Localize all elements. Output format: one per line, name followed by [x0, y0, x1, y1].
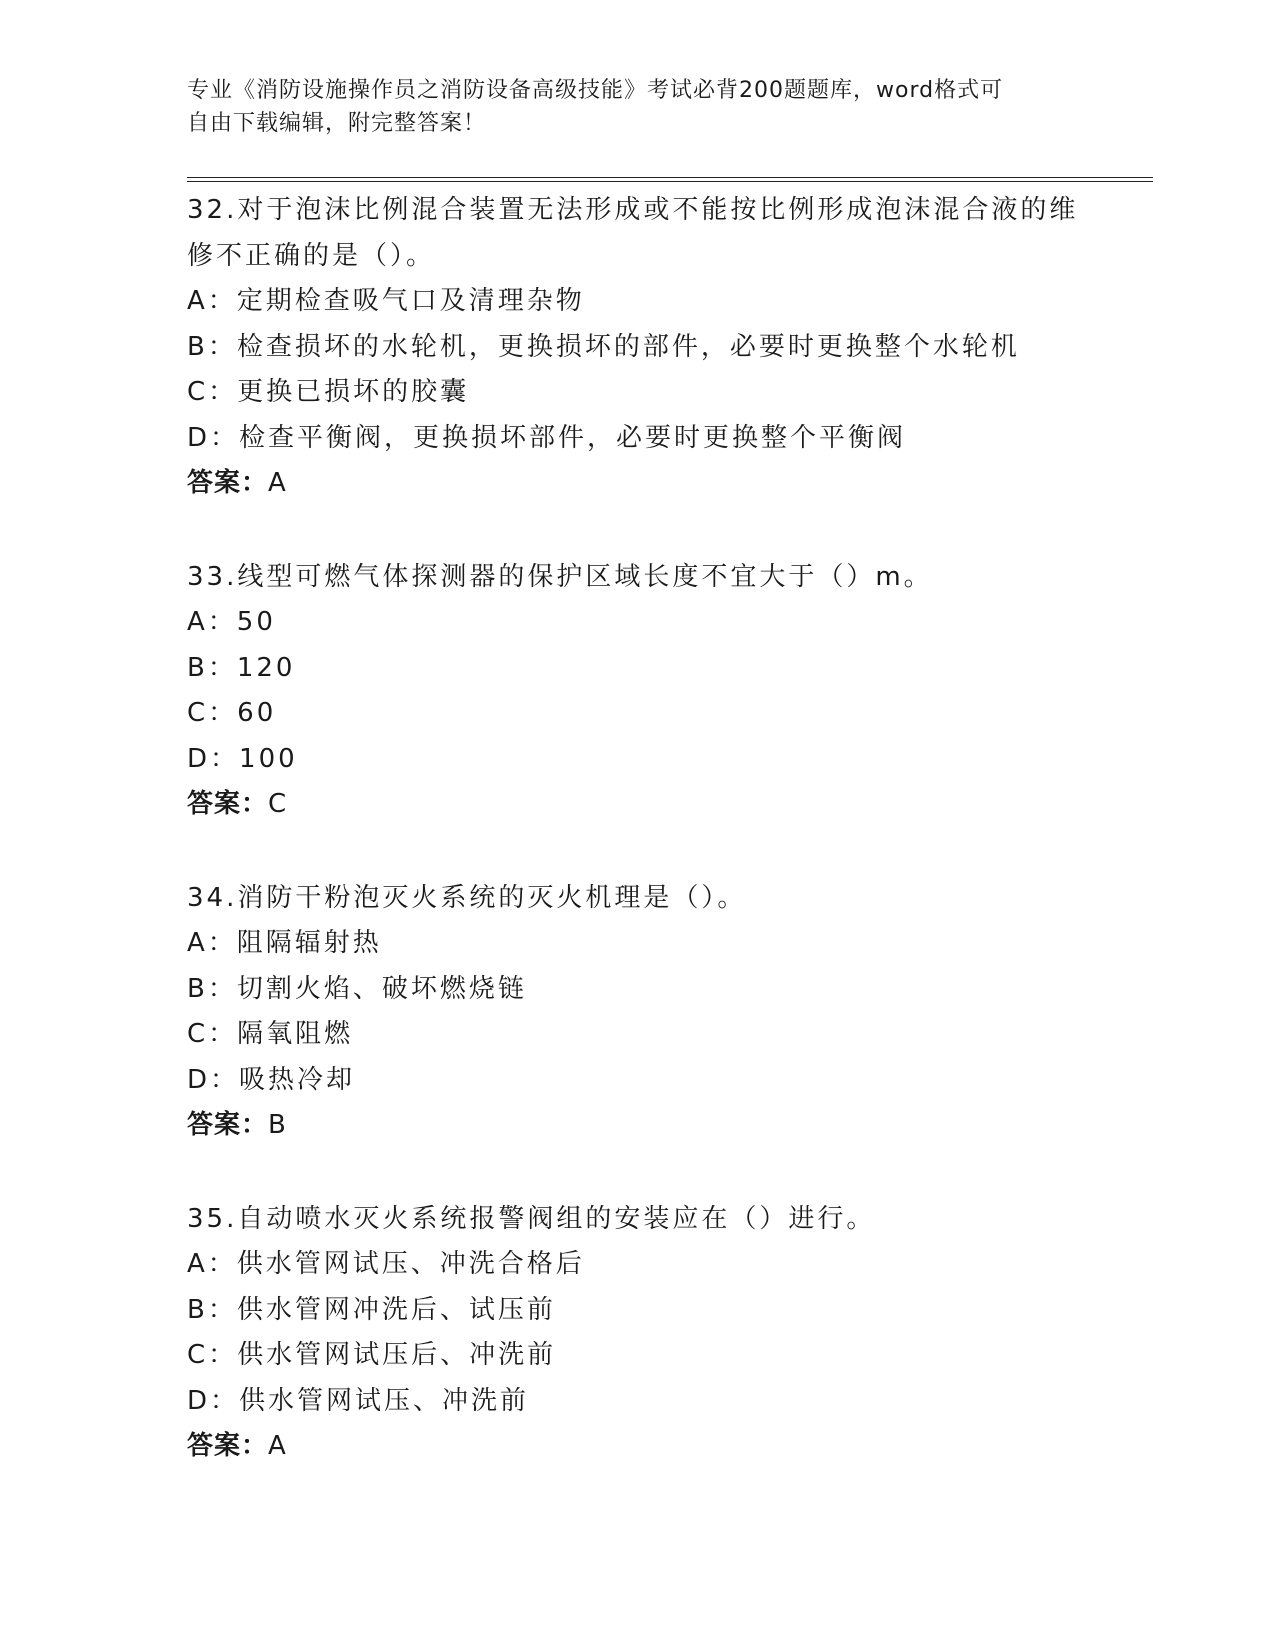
option-c: C：供水管网试压后、冲洗前	[187, 1340, 557, 1370]
header-line-2: 自由下载编辑，附完整答案！	[187, 111, 487, 136]
answer-line	[187, 1424, 1127, 1470]
question-text: 32.对于泡沫比例混合装置无法形成或不能按比例形成泡沫混合液的维	[187, 195, 1079, 225]
answer-label: 答案：	[187, 789, 269, 819]
question-33	[187, 555, 1127, 828]
header-line-1: 专业《消防设施操作员之消防设备高级技能》考试必背200题题库，word格式可	[187, 78, 1004, 103]
option-c: C：隔氧阻燃	[187, 1019, 354, 1049]
option-a: A：定期检查吸气口及清理杂物	[187, 286, 585, 316]
option-d: D：检查平衡阀，更换损坏部件，必要时更换整个平衡阀	[187, 422, 907, 453]
answer-value: B	[268, 1110, 287, 1140]
question-text: 34.消防干粉泡灭火系统的灭火机理是（）。	[187, 882, 747, 913]
document-header	[187, 74, 1087, 140]
question-34	[187, 876, 1127, 1149]
option-b: B：供水管网冲洗后、试压前	[187, 1294, 556, 1325]
answer-label: 答案：	[187, 1110, 269, 1140]
answer-value: C	[268, 789, 288, 819]
header-divider-bottom	[187, 181, 1153, 182]
option-d: D：供水管网试压、冲洗前	[187, 1385, 530, 1416]
option-a: A：阻隔辐射热	[187, 928, 382, 958]
answer-line	[187, 1103, 1127, 1149]
answer-value: A	[268, 1431, 287, 1461]
answer-label: 答案：	[187, 468, 269, 498]
option-a: A：供水管网试压、冲洗合格后	[187, 1249, 585, 1279]
option-a: A：50	[187, 607, 276, 637]
question-list	[187, 188, 1127, 1518]
question-32	[187, 188, 1127, 507]
option-c: C：60	[187, 698, 277, 728]
question-text: 33.线型可燃气体探测器的保护区域长度不宜大于（）m。	[187, 561, 933, 592]
option-b: B：切割火焰、破坏燃烧链	[187, 973, 527, 1004]
question-text: 35.自动喷水灭火系统报警阀组的安装应在（）进行。	[187, 1203, 876, 1234]
answer-label: 答案：	[187, 1431, 269, 1461]
option-d: D：吸热冷却	[187, 1064, 356, 1095]
option-d: D：100	[187, 743, 298, 774]
question-text: 修不正确的是（）。	[187, 240, 436, 271]
answer-line	[187, 782, 1127, 828]
option-b: B：检查损坏的水轮机，更换损坏的部件，必要时更换整个水轮机	[187, 331, 1020, 362]
option-c: C：更换已损坏的胶囊	[187, 377, 470, 407]
answer-line	[187, 461, 1127, 507]
question-35	[187, 1197, 1127, 1470]
option-b: B：120	[187, 652, 296, 683]
answer-value: A	[268, 468, 287, 498]
header-divider-top	[187, 177, 1153, 178]
